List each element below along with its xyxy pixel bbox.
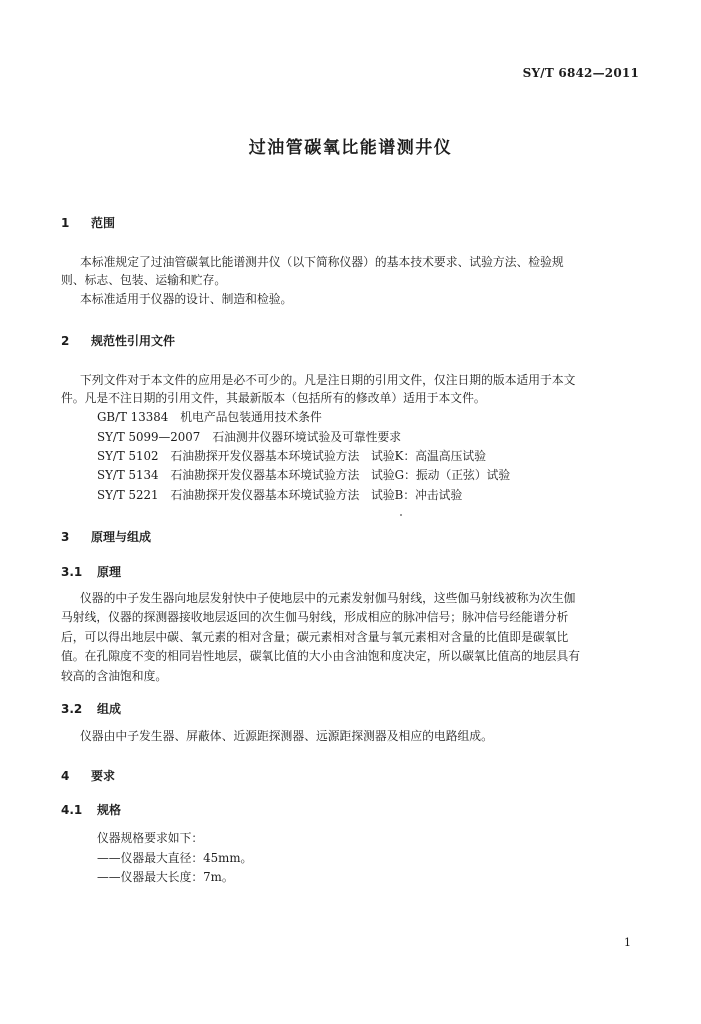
- paragraph-line: 仪器由中子发生器、屏蔽体、近源距探测器、远源距探测器及相应的电路组成。: [80, 729, 493, 743]
- section-number: 4: [61, 769, 70, 783]
- section-title: 规范性引用文件: [91, 334, 176, 348]
- section-4-1-heading: [61, 801, 121, 818]
- reference-title: 石油测井仪器环境试验及可靠性要求: [212, 430, 402, 444]
- paragraph-line: 值。在孔隙度不变的相同岩性地层，碳氧比值的大小由含油饱和度决定，所以碳氧比值高的地层具有: [61, 649, 581, 663]
- paragraph-line: 较高的含油饱和度。: [61, 669, 168, 683]
- reference-item: [97, 487, 462, 503]
- reference-item: [97, 409, 322, 425]
- section-1-heading: [61, 214, 115, 231]
- section-number: 1: [61, 216, 70, 230]
- section-number: 3: [61, 530, 70, 544]
- reference-code: SY/T 5134: [97, 468, 159, 482]
- reference-title: 石油勘探开发仪器基本环境试验方法 试验K：高温高压试验: [170, 449, 487, 463]
- reference-title: 石油勘探开发仪器基本环境试验方法 试验G：振动（正弦）试验: [170, 468, 511, 482]
- section-number: 3.2: [61, 702, 83, 716]
- section-3-2-heading: [61, 700, 121, 717]
- reference-code: SY/T 5221: [97, 488, 159, 502]
- paragraph-line: 本标准规定了过油管碳氧比能谱测井仪（以下简称仪器）的基本技术要求、试验方法、检验规: [80, 255, 564, 269]
- section-title: 规格: [97, 803, 122, 817]
- section-2-heading: [61, 332, 175, 349]
- paragraph-line: 后，可以得出地层中碳、氧元素的相对含量；碳元素相对含量与氧元素相对含量的比值即是碳氧比: [61, 630, 569, 644]
- reference-code: GB/T 13384: [97, 410, 169, 424]
- reference-code: SY/T 5102: [97, 449, 159, 463]
- paragraph-line: 下列文件对于本文件的应用是必不可少的。凡是注日期的引用文件，仅注日期的版本适用于本文: [80, 373, 576, 387]
- section-4-heading: [61, 767, 115, 784]
- section-title: 范围: [91, 216, 116, 230]
- reference-title: 石油勘探开发仪器基本环境试验方法 试验B：冲击试验: [170, 488, 463, 502]
- document-title: 过油管碳氧比能谱测井仪: [248, 138, 453, 158]
- standard-code: SY/T 6842—2011: [522, 66, 639, 80]
- reference-item: [97, 448, 486, 464]
- reference-item: [97, 429, 401, 445]
- scan-speck: [400, 514, 402, 516]
- section-title: 要求: [91, 769, 116, 783]
- paragraph-line: 件。凡是不注日期的引用文件，其最新版本（包括所有的修改单）适用于本文件。: [61, 391, 486, 405]
- list-item: ——仪器最大直径：45mm。: [97, 851, 253, 865]
- section-title: 原理: [97, 565, 122, 579]
- paragraph-line: 仪器的中子发生器向地层发射快中子使地层中的元素发射伽马射线，这些伽马射线被称为次生伽: [80, 591, 576, 605]
- section-number: 4.1: [61, 803, 83, 817]
- page-number: 1: [624, 936, 631, 949]
- reference-title: 机电产品包装通用技术条件: [180, 410, 322, 424]
- reference-item: [97, 467, 510, 483]
- paragraph-line: 仪器规格要求如下：: [97, 831, 204, 845]
- section-number: 3.1: [61, 565, 83, 579]
- section-title: 原理与组成: [91, 530, 152, 544]
- paragraph-line: 本标准适用于仪器的设计、制造和检验。: [80, 292, 293, 306]
- section-3-heading: [61, 528, 151, 545]
- paragraph-line: 马射线，仪器的探测器接收地层返回的次生伽马射线，形成相应的脉冲信号；脉冲信号经能谱分析: [61, 610, 569, 624]
- section-title: 组成: [97, 702, 122, 716]
- list-item: ——仪器最大长度：7m。: [97, 870, 234, 884]
- section-3-1-heading: [61, 563, 121, 580]
- paragraph-line: 则、标志、包装、运输和贮存。: [61, 273, 227, 287]
- reference-code: SY/T 5099—2007: [97, 430, 201, 444]
- section-number: 2: [61, 334, 70, 348]
